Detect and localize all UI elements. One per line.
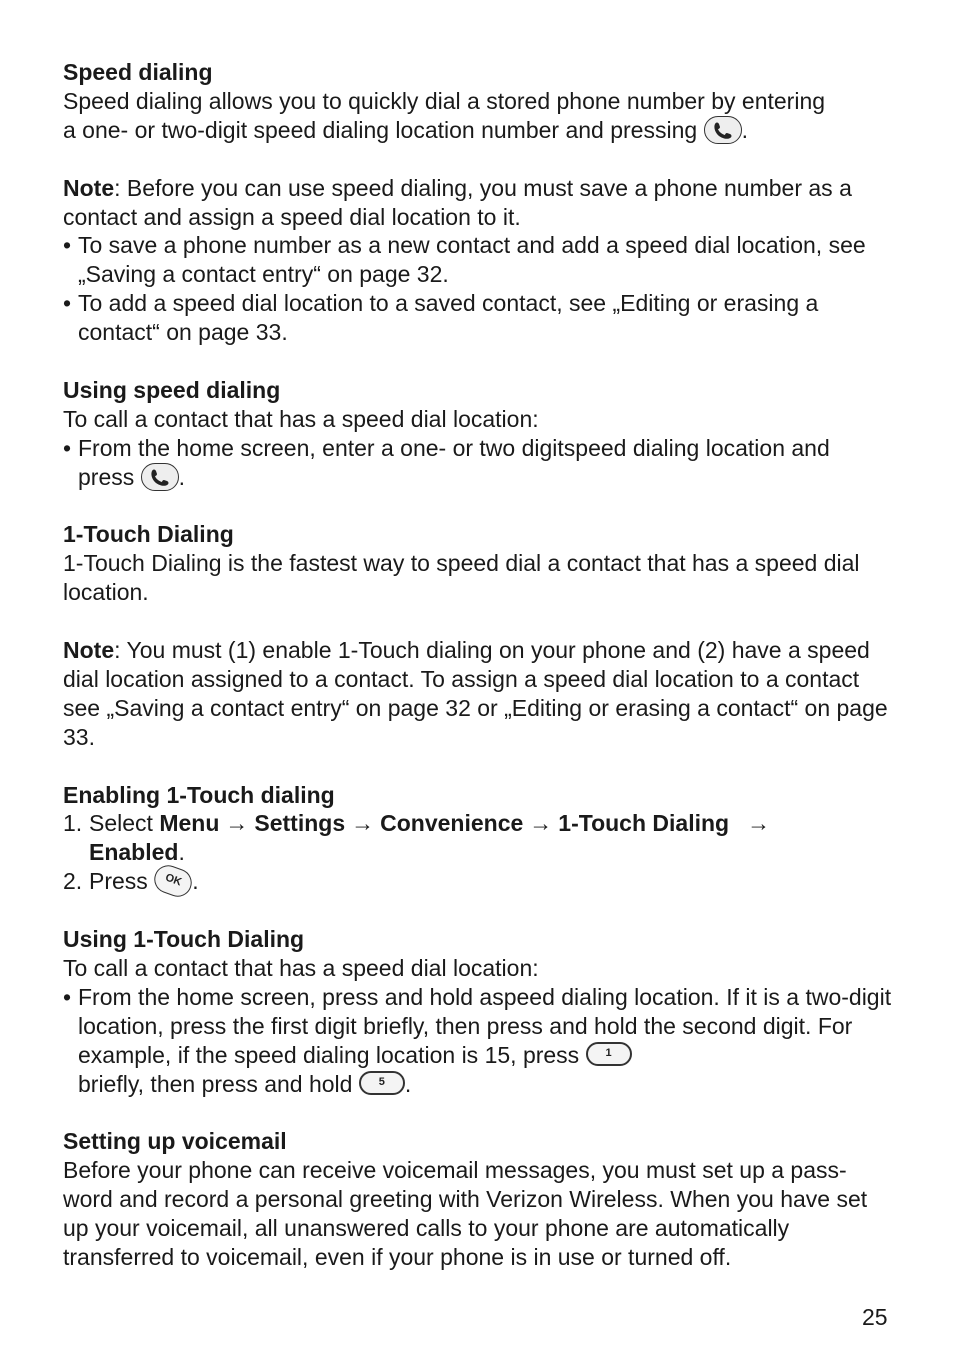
arrow-right-icon: →: [529, 810, 553, 837]
list-item-text: From the home screen, enter a one- or two digitspeed dialing location and: [78, 434, 830, 461]
menu-item-enabled: Enabled: [89, 839, 179, 866]
arrow-right-icon: →: [225, 810, 249, 837]
step-number: 1.: [63, 810, 83, 837]
period: .: [404, 1070, 412, 1097]
step-text: Press: [89, 868, 148, 895]
ok-key-label: OK: [163, 871, 184, 889]
arrow-right-icon: →: [747, 810, 771, 837]
page-number: 25: [862, 1304, 888, 1330]
note-text: : You must (1) enable 1-Touch dialing on your phone and (2) have a speed dial location assigned to a contact. To assign a speed dial location to a contact see „Saving a contact entry“ on page 32 or „Editing or erasing a contact“ on page 33.: [63, 637, 888, 750]
step-2: [63, 867, 895, 896]
heading-using-one-touch: Using 1-Touch Dialing: [63, 926, 305, 953]
bullet: •: [63, 290, 72, 317]
heading-using-speed-dialing: Using speed dialing: [63, 376, 281, 403]
list-item-text: second digit. For example, if the speed dialing location is 15, press: [78, 1012, 853, 1068]
note-text: : Before you can use speed dialing, you must save a phone number as a contact and assign a speed dial location to it.: [63, 174, 852, 230]
list-item-text: From the home screen, press and hold aspeed dialing location. If it is a two-digit location, press the first digit briefly, then press and hold the: [78, 983, 892, 1039]
intro-line-1: Speed dialing allows you to quickly dial a stored phone number by entering: [63, 87, 826, 114]
bullet: •: [63, 232, 72, 259]
period: .: [178, 839, 185, 866]
note-label: Note: [63, 637, 115, 664]
using-one-touch-intro: To call a contact that has a speed dial location:: [63, 955, 539, 981]
step-1: [63, 809, 895, 867]
note-label: Note: [63, 174, 115, 201]
one-key-icon: [586, 1042, 632, 1066]
bullet: •: [63, 983, 72, 1010]
list-item: [63, 289, 895, 347]
list-item: [63, 231, 895, 289]
heading-one-touch-dialing: 1-Touch Dialing: [63, 521, 234, 548]
list-item-text: To save a phone number as a new contact and add a speed dial location, see „Saving a contact entry“ on page 32.: [78, 232, 866, 288]
arrow-right-icon: →: [351, 810, 375, 837]
heading-setting-up-voicemail: Setting up voicemail: [63, 1128, 287, 1155]
using-speed-dialing-intro: To call a contact that has a speed dial location:: [63, 405, 539, 432]
one-key-label: 1: [605, 1046, 612, 1059]
heading-enabling-one-touch: Enabling 1-Touch dialing: [63, 781, 335, 808]
step-number: 2.: [63, 868, 83, 895]
list-item: [63, 434, 895, 492]
period: .: [192, 868, 199, 895]
five-key-icon: [359, 1071, 405, 1095]
speed-dialing-intro: [63, 87, 895, 145]
period: .: [178, 463, 186, 490]
one-touch-intro: 1-Touch Dialing is the fastest way to speed dial a contact that has a speed dial location.: [63, 550, 860, 606]
heading-speed-dialing: Speed dialing: [63, 59, 213, 85]
five-key-label: 5: [378, 1075, 385, 1088]
intro-line-2: a one- or two-digit speed dialing location number and pressing: [63, 116, 698, 143]
voicemail-text: Before your phone can receive voicemail messages, you must set up a pass-word and record a personal greeting with Verizon Wireless. When you have set up your voicemail, all unanswered calls to your phone are automatically transferred to voicemail, even if your phone is in use or turned off.: [63, 1157, 868, 1271]
period: .: [741, 116, 748, 143]
menu-item-menu: Menu: [159, 810, 220, 837]
step-text: Select: [89, 810, 153, 837]
speed-dialing-note: [63, 174, 895, 232]
send-key-icon: [141, 463, 179, 491]
menu-item-one-touch-dialing: 1-Touch Dialing: [558, 810, 730, 837]
list-item-text: briefly, then press and hold: [78, 1070, 353, 1097]
bullet: •: [63, 434, 72, 461]
one-touch-note: [63, 636, 895, 752]
menu-item-convenience: Convenience: [380, 810, 524, 837]
menu-item-settings: Settings: [254, 810, 346, 837]
ok-key-icon: [151, 862, 199, 901]
manual-page: [63, 58, 895, 1272]
list-item-text: To add a speed dial location to a saved contact, see „Editing or erasing a contact“ on page 33.: [78, 290, 819, 346]
list-item: [63, 983, 895, 1099]
list-item-text: press: [78, 463, 135, 490]
send-key-icon: [704, 116, 742, 144]
